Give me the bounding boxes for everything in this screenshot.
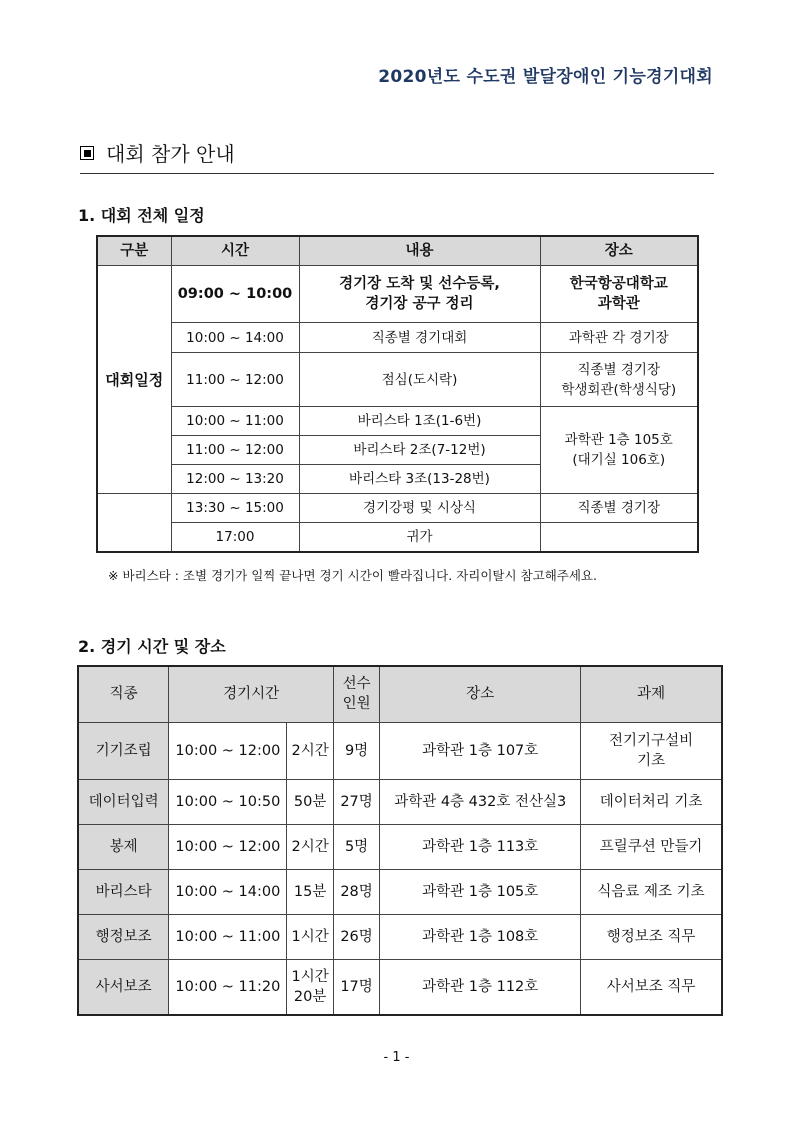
- count-cell: 9명: [333, 722, 379, 779]
- count-cell: 5명: [333, 824, 379, 869]
- duration-line: 20분: [293, 988, 327, 1005]
- place-cell: 과학관 4층 432호 전산실3: [380, 779, 581, 824]
- count-cell: 27명: [333, 779, 379, 824]
- table-row: [97, 266, 698, 323]
- task-cell: 사서보조 직무: [581, 959, 722, 1015]
- header-count: [333, 666, 379, 722]
- place-line: 과학관 1층 105호: [564, 432, 673, 448]
- count-cell: 28명: [333, 869, 379, 914]
- schedule-heading: 1. 대회 전체 일정: [78, 206, 205, 225]
- table-row: [78, 722, 722, 779]
- schedule-note: ※ 바리스타 : 조별 경기가 일찍 끝나면 경기 시간이 빨라집니다. 자리이탈시 참고해주세요.: [108, 568, 597, 583]
- table-row: [78, 824, 722, 869]
- time-cell: 09:00 ~ 10:00: [171, 266, 299, 323]
- job-cell: 바리스타: [78, 869, 169, 914]
- time-cell: 17:00: [171, 523, 299, 552]
- place-cell: [540, 407, 698, 494]
- content-cell: [299, 266, 540, 323]
- header-place: 장소: [540, 236, 698, 266]
- table-row: [97, 407, 698, 436]
- place-line: (대기실 106호): [572, 452, 666, 468]
- place-cell: 과학관 1층 113호: [380, 824, 581, 869]
- duration-cell: 15분: [287, 869, 333, 914]
- place-line: 직종별 경기장: [577, 361, 661, 378]
- section-title-text: 대회 참가 안내: [106, 142, 235, 166]
- schedule-table: [96, 235, 699, 553]
- job-cell: 데이터입력: [78, 779, 169, 824]
- count-cell: 17명: [333, 959, 379, 1015]
- time-cell: 10:00 ~ 10:50: [169, 779, 287, 824]
- table-header-row: [78, 666, 722, 722]
- time-cell: 10:00 ~ 14:00: [171, 323, 299, 353]
- content-cell: 바리스타 3조(13-28번): [299, 465, 540, 494]
- category-cell-empty: [97, 494, 171, 552]
- task-cell: 행정보조 직무: [581, 914, 722, 959]
- task-cell: 식음료 제조 기초: [581, 869, 722, 914]
- time-cell: 10:00 ~ 14:00: [169, 869, 287, 914]
- header-category: 구분: [97, 236, 171, 266]
- time-cell: 11:00 ~ 12:00: [171, 353, 299, 407]
- content-cell: 경기강평 및 시상식: [299, 494, 540, 523]
- table-row: [97, 353, 698, 407]
- table-row: [78, 869, 722, 914]
- header-place: 장소: [380, 666, 581, 722]
- header-time: 경기시간: [169, 666, 334, 722]
- venues-table: [77, 665, 723, 1016]
- header-content: 내용: [299, 236, 540, 266]
- place-cell: 과학관 1층 108호: [380, 914, 581, 959]
- duration-cell: 2시간: [287, 722, 333, 779]
- section-title: [80, 138, 714, 174]
- content-cell: 귀가: [299, 523, 540, 552]
- duration-cell: 50분: [287, 779, 333, 824]
- task-cell: 프릴쿠션 만들기: [581, 824, 722, 869]
- time-cell: 10:00 ~ 11:20: [169, 959, 287, 1015]
- table-row: [78, 779, 722, 824]
- place-cell: 과학관 1층 112호: [380, 959, 581, 1015]
- time-cell: 11:00 ~ 12:00: [171, 436, 299, 465]
- place-line: 한국항공대학교: [569, 276, 668, 292]
- job-cell: 행정보조: [78, 914, 169, 959]
- table-row: [78, 959, 722, 1015]
- filled-square-icon: [80, 146, 94, 160]
- document-header-title: 2020년도 수도권 발달장애인 기능경기대회: [378, 67, 713, 87]
- time-cell: 10:00 ~ 11:00: [169, 914, 287, 959]
- time-cell: 10:00 ~ 11:00: [171, 407, 299, 436]
- page-number: - 1 -: [383, 1050, 410, 1065]
- job-cell: 사서보조: [78, 959, 169, 1015]
- time-cell: 10:00 ~ 12:00: [169, 824, 287, 869]
- content-cell: 점심(도시락): [299, 353, 540, 407]
- time-cell: 12:00 ~ 13:20: [171, 465, 299, 494]
- place-cell: 과학관 각 경기장: [540, 323, 698, 353]
- content-cell: 바리스타 2조(7-12번): [299, 436, 540, 465]
- duration-cell: 1시간: [287, 914, 333, 959]
- header-count-line: 선수: [342, 676, 371, 693]
- table-row: [78, 914, 722, 959]
- place-line: 학생회관(학생식당): [561, 381, 677, 398]
- duration-cell: 2시간: [287, 824, 333, 869]
- header-time: 시간: [171, 236, 299, 266]
- category-cell: 대회일정: [97, 266, 171, 494]
- content-cell: 직종별 경기대회: [299, 323, 540, 353]
- place-cell: [540, 353, 698, 407]
- place-line: 과학관: [597, 296, 640, 312]
- time-cell: 13:30 ~ 15:00: [171, 494, 299, 523]
- job-cell: 기기조립: [78, 722, 169, 779]
- venues-heading: 2. 경기 시간 및 장소: [78, 637, 226, 656]
- table-row: [97, 494, 698, 523]
- duration-cell: [287, 959, 333, 1015]
- table-header-row: [97, 236, 698, 266]
- header-job: 직종: [78, 666, 169, 722]
- task-line: 전기기구설비: [609, 732, 694, 749]
- place-cell: 과학관 1층 105호: [380, 869, 581, 914]
- table-row: [97, 323, 698, 353]
- content-cell: 바리스타 1조(1-6번): [299, 407, 540, 436]
- header-count-line: 인원: [342, 696, 371, 713]
- task-cell: [581, 722, 722, 779]
- table-row: [97, 523, 698, 552]
- task-cell: 데이터처리 기초: [581, 779, 722, 824]
- header-task: 과제: [581, 666, 722, 722]
- task-line: 기초: [637, 752, 666, 769]
- place-cell: 직종별 경기장: [540, 494, 698, 523]
- content-line: 경기장 도착 및 선수등록,: [339, 276, 500, 292]
- time-cell: 10:00 ~ 12:00: [169, 722, 287, 779]
- job-cell: 봉제: [78, 824, 169, 869]
- place-cell: [540, 266, 698, 323]
- place-cell: [540, 523, 698, 552]
- duration-line: 1시간: [291, 968, 329, 985]
- content-line: 경기장 공구 정리: [365, 296, 474, 312]
- count-cell: 26명: [333, 914, 379, 959]
- place-cell: 과학관 1층 107호: [380, 722, 581, 779]
